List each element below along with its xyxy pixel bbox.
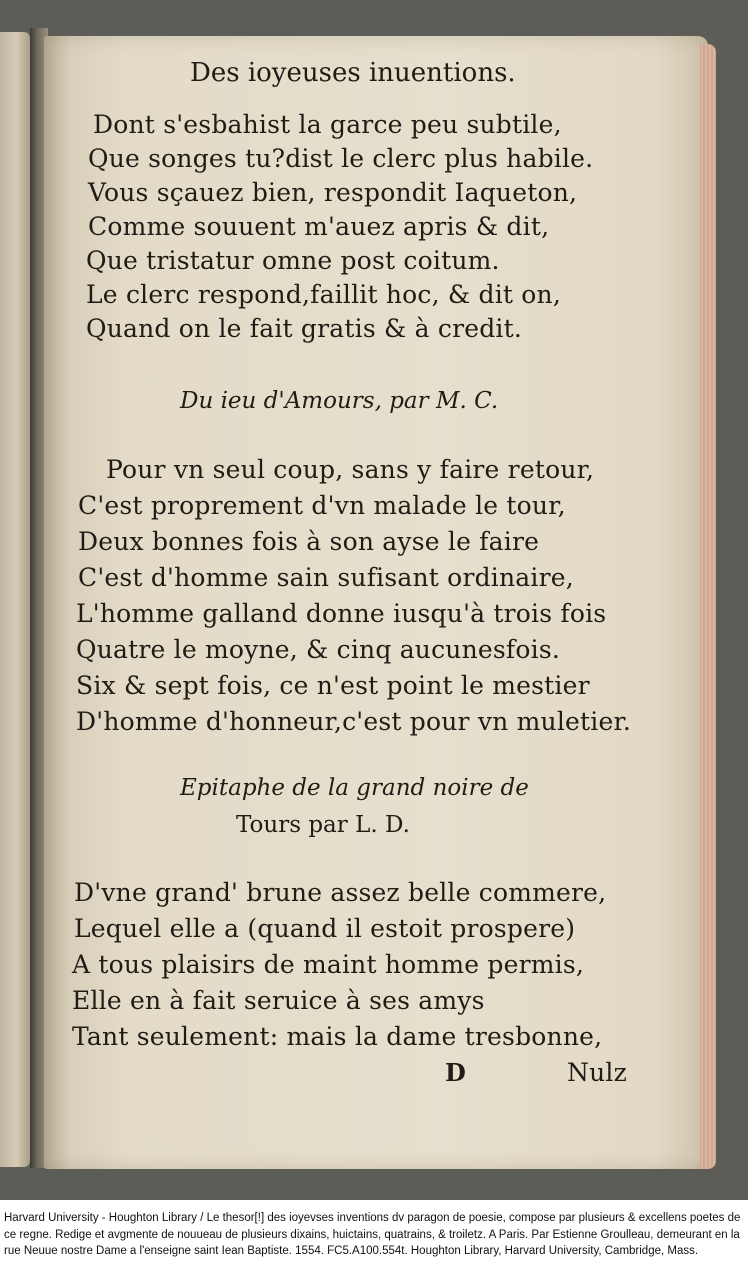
poem1-line-3: Vous sçauez bien, respondit Iaqueton, (88, 178, 578, 207)
poem3-title-line-1: Epitaphe de la grand noire de (180, 775, 529, 801)
poem2-line-1: Pour vn seul coup, sans y faire retour, (106, 455, 595, 484)
image-caption: Harvard University - Houghton Library / Le thesor[!] des ioyevses inventions dv paragon de poesie, compose par plusieurs & excellens poetes de ce regne. Redige et avgmente de nouueau de plusieurs dixains, huictains, quatrains, & troiletz. A Paris. Par Estienne Groulleau, demeurant en la rue Neuue nostre Dame a l'enseigne saint Iean Baptiste. 1554. FC5.A100.554t. Houghton Library, Harvard University, Cambridge, Mass. (4, 1212, 741, 1257)
poem3-line-2: Lequel elle a (quand il estoit prospere) (74, 914, 576, 943)
poem2-line-7: Six & sept fois, ce n'est point le mestier (76, 671, 590, 700)
poem3-title-line-2: Tours par L. D. (236, 812, 410, 838)
page-edge (700, 44, 716, 1169)
poem3-line-5: Tant seulement: mais la dame tresbonne, (72, 1022, 603, 1051)
poem2-line-2: C'est proprement d'vn malade le tour, (78, 491, 566, 520)
poem2-line-6: Quatre le moyne, & cinq aucunesfois. (76, 635, 561, 664)
show-through-text (615, 100, 695, 1100)
poem1-line-1: Dont s'esbahist la garce peu subtile, (93, 110, 562, 139)
poem2-line-4: C'est d'homme sain sufisant ordinaire, (78, 563, 574, 592)
running-header: Des ioyeuses inuentions. (190, 58, 516, 88)
poem1-line-5: Que tristatur omne post coitum. (86, 246, 500, 275)
poem1-line-6: Le clerc respond,faillit hoc, & dit on, (86, 280, 561, 309)
poem2-title: Du ieu d'Amours, par M. C. (180, 388, 499, 414)
poem3-line-1: D'vne grand' brune assez belle commere, (74, 878, 607, 907)
poem2-line-5: L'homme galland donne iusqu'à trois fois (76, 599, 607, 628)
signature-mark: D (445, 1058, 466, 1087)
poem1-line-2: Que songes tu?dist le clerc plus habile. (88, 144, 594, 173)
poem3-line-4: Elle en à fait seruice à ses amys (72, 986, 485, 1015)
catchword: Nulz (567, 1058, 627, 1087)
poem2-line-3: Deux bonnes fois à son ayse le faire (78, 527, 540, 556)
poem3-line-3: A tous plaisirs de maint homme permis, (72, 950, 585, 979)
poem1-line-7: Quand on le fait gratis & à credit. (86, 314, 523, 343)
poem2-line-8: D'homme d'honneur,c'est pour vn muletier. (76, 707, 632, 736)
left-page-edge (0, 32, 30, 1167)
poem1-line-4: Comme souuent m'auez apris & dit, (88, 212, 550, 241)
